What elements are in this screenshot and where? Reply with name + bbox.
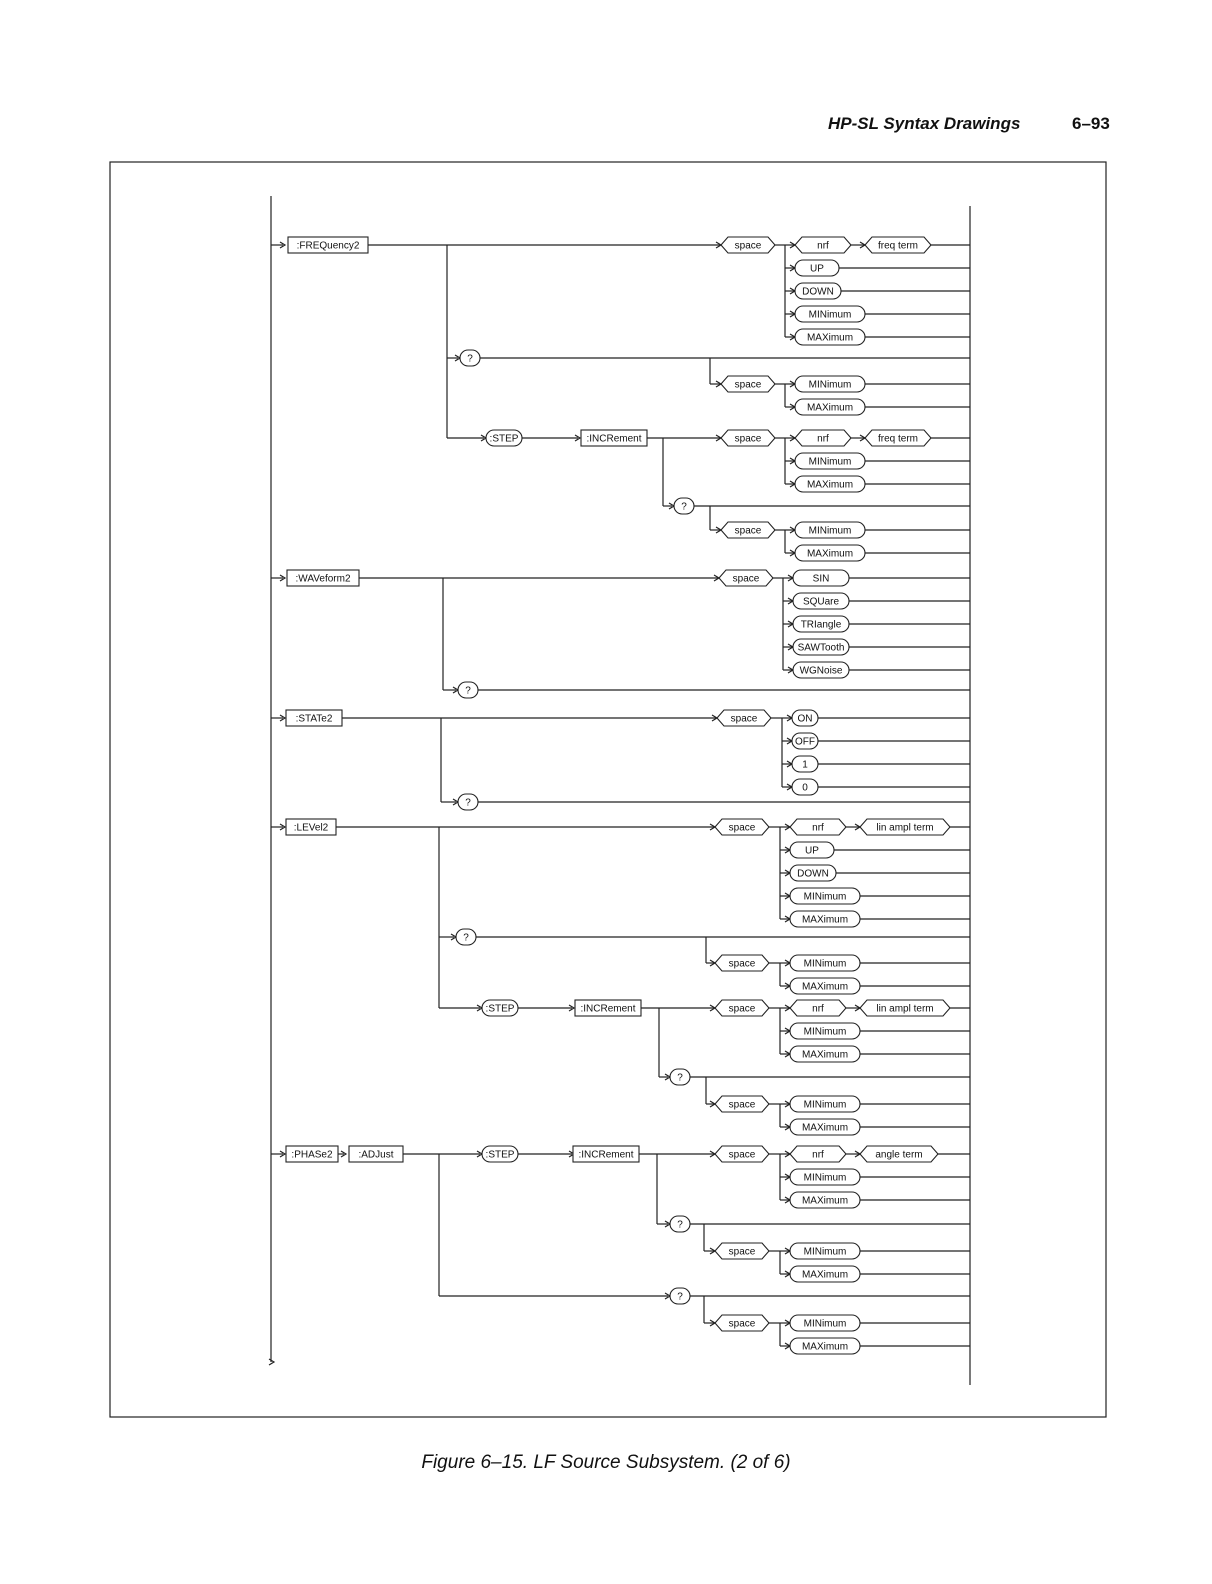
query-level2-step-label: ? [677,1072,683,1084]
step-level2-label: :STEP [485,1003,515,1015]
square-keyword-label: SQUare [802,596,840,608]
nrf-param-label: nrf [817,240,829,252]
maximum-keyword-label: MAXimum [801,981,849,993]
space-connector-label: space [734,433,762,445]
increment-phase2-label: :INCRement [578,1149,634,1161]
query-frequency2-step-label: ? [681,501,687,513]
space-connector-label: space [728,1149,756,1161]
down-keyword-label: DOWN [797,868,829,880]
angle-term-param-node [860,1146,938,1162]
space-connector-node [717,710,771,726]
figure-frame [110,162,1106,1417]
maximum-keyword-label: MAXimum [806,402,854,414]
on-keyword-node [792,710,818,726]
maximum-keyword-node [795,399,865,415]
triangle-keyword-label: TRIangle [800,619,842,631]
query-phase2-step-node [670,1216,690,1232]
maximum-keyword-label: MAXimum [801,914,849,926]
space-connector-node [719,570,773,586]
adjust-command-label: :ADJust [358,1149,394,1161]
space-connector-node [715,1146,769,1162]
minimum-keyword-label: MINimum [808,525,852,537]
space-connector-label: space [728,1003,756,1015]
freq-term-param-label: freq term [877,433,919,445]
query-level2-label: ? [463,932,469,944]
query-phase2-adjust-node [670,1288,690,1304]
frequency2-command-label: :FREQuency2 [296,240,360,252]
up-keyword-label: UP [805,845,819,857]
query-phase2-adjust-label: ? [677,1291,683,1303]
maximum-keyword-label: MAXimum [801,1341,849,1353]
nrf-param-label: nrf [812,822,824,834]
diagram-lines [110,162,1106,1417]
maximum-keyword-node [795,476,865,492]
maximum-keyword-label: MAXimum [801,1122,849,1134]
frequency2-command-node [288,237,368,253]
query-state2-label: ? [465,797,471,809]
maximum-keyword-label: MAXimum [806,548,854,560]
space-connector-label: space [734,525,762,537]
adjust-command-node [349,1146,403,1162]
step-frequency2-label: :STEP [489,433,519,445]
square-keyword-node [793,593,849,609]
minimum-keyword-label: MINimum [803,1172,847,1184]
freq-term-param-label: freq term [877,240,919,252]
down-keyword-label: DOWN [802,286,834,298]
space-connector-node [715,1243,769,1259]
lin-ampl-term-param-label: lin ampl term [876,1003,934,1015]
maximum-keyword-node [790,1192,860,1208]
query-waveform2-label: ? [465,685,471,697]
increment-frequency2-node [581,430,647,446]
one-keyword-node [792,756,818,772]
one-keyword-label: 1 [802,759,808,771]
nrf-param-label: nrf [812,1149,824,1161]
maximum-keyword-node [790,1266,860,1282]
space-connector-label: space [728,1099,756,1111]
space-connector-node [715,1096,769,1112]
off-keyword-node [792,733,818,749]
space-connector-label: space [728,958,756,970]
triangle-keyword-node [793,616,849,632]
maximum-keyword-label: MAXimum [801,1195,849,1207]
maximum-keyword-label: MAXimum [806,479,854,491]
query-phase2-step-label: ? [677,1219,683,1231]
maximum-keyword-label: MAXimum [806,332,854,344]
off-keyword-label: OFF [795,736,815,748]
increment-phase2-node [573,1146,639,1162]
space-connector-label: space [732,573,760,585]
minimum-keyword-node [790,1023,860,1039]
space-connector-node [715,955,769,971]
figure-caption: Figure 6–15. LF Source Subsystem. (2 of 6) [421,1452,791,1473]
nrf-param-node [795,237,851,253]
nrf-param-node [790,1146,846,1162]
page-number: 6–93 [1072,114,1110,133]
waveform2-command-node [287,570,359,586]
maximum-keyword-node [790,978,860,994]
diagram-nodes [286,237,950,1354]
page-header-title: HP-SL Syntax Drawings [828,114,1021,133]
maximum-keyword-node [790,1046,860,1062]
nrf-param-node [790,1000,846,1016]
minimum-keyword-label: MINimum [803,891,847,903]
minimum-keyword-label: MINimum [803,1246,847,1258]
minimum-keyword-label: MINimum [808,309,852,321]
space-connector-node [715,1315,769,1331]
waveform2-command-label: :WAVeform2 [295,573,351,585]
minimum-keyword-node [795,522,865,538]
down-keyword-node [795,283,841,299]
maximum-keyword-node [790,1119,860,1135]
step-phase2-label: :STEP [485,1149,515,1161]
state2-command-node [286,710,342,726]
sawtooth-keyword-node [793,639,849,655]
minimum-keyword-label: MINimum [808,379,852,391]
query-level2-step-node [670,1069,690,1085]
space-connector-node [715,1000,769,1016]
phase2-command-node [286,1146,338,1162]
step-level2-node [482,1000,518,1016]
query-level2-node [456,929,476,945]
minimum-keyword-node [795,453,865,469]
up-keyword-label: UP [810,263,824,275]
minimum-keyword-label: MINimum [803,1099,847,1111]
minimum-keyword-node [790,1096,860,1112]
up-keyword-node [795,260,839,276]
minimum-keyword-label: MINimum [803,1026,847,1038]
increment-level2-label: :INCRement [580,1003,636,1015]
space-connector-node [721,376,775,392]
minimum-keyword-node [795,376,865,392]
state2-command-label: :STATe2 [295,713,333,725]
freq-term-param-node [865,237,931,253]
query-waveform2-node [458,682,478,698]
maximum-keyword-node [795,329,865,345]
space-connector-node [721,430,775,446]
minimum-keyword-node [795,306,865,322]
space-connector-label: space [734,379,762,391]
zero-keyword-label: 0 [802,782,808,794]
nrf-param-label: nrf [812,1003,824,1015]
on-keyword-label: ON [797,713,813,725]
angle-term-param-label: angle term [875,1149,923,1161]
increment-frequency2-label: :INCRement [586,433,642,445]
increment-level2-node [575,1000,641,1016]
phase2-command-label: :PHASe2 [291,1149,333,1161]
space-connector-node [721,522,775,538]
minimum-keyword-node [790,955,860,971]
space-connector-label: space [728,822,756,834]
nrf-param-node [795,430,851,446]
lin-ampl-term-param-node [860,819,950,835]
query-frequency2-step-node [674,498,694,514]
space-connector-node [721,237,775,253]
minimum-keyword-node [790,888,860,904]
sawtooth-keyword-label: SAWTooth [797,642,845,654]
step-phase2-node [482,1146,518,1162]
maximum-keyword-label: MAXimum [801,1269,849,1281]
sin-keyword-label: SIN [812,573,830,585]
query-frequency2-node [460,350,480,366]
minimum-keyword-label: MINimum [808,456,852,468]
space-connector-label: space [730,713,758,725]
space-connector-label: space [734,240,762,252]
zero-keyword-node [792,779,818,795]
freq-term-param-node [865,430,931,446]
lin-ampl-term-param-node [860,1000,950,1016]
wgnoise-keyword-node [793,662,849,678]
minimum-keyword-node [790,1315,860,1331]
maximum-keyword-node [790,911,860,927]
level2-command-label: :LEVel2 [293,822,329,834]
space-connector-label: space [728,1246,756,1258]
nrf-param-label: nrf [817,433,829,445]
maximum-keyword-label: MAXimum [801,1049,849,1061]
maximum-keyword-node [790,1338,860,1354]
query-frequency2-label: ? [467,353,473,365]
space-connector-node [715,819,769,835]
up-keyword-node [790,842,834,858]
minimum-keyword-label: MINimum [803,1318,847,1330]
sin-keyword-node [793,570,849,586]
minimum-keyword-node [790,1169,860,1185]
level2-command-node [286,819,336,835]
lin-ampl-term-param-label: lin ampl term [876,822,934,834]
query-state2-node [458,794,478,810]
minimum-keyword-label: MINimum [803,958,847,970]
maximum-keyword-node [795,545,865,561]
wgnoise-keyword-label: WGNoise [799,665,843,677]
minimum-keyword-node [790,1243,860,1259]
down-keyword-node [790,865,836,881]
step-frequency2-node [486,430,522,446]
space-connector-label: space [728,1318,756,1330]
nrf-param-node [790,819,846,835]
